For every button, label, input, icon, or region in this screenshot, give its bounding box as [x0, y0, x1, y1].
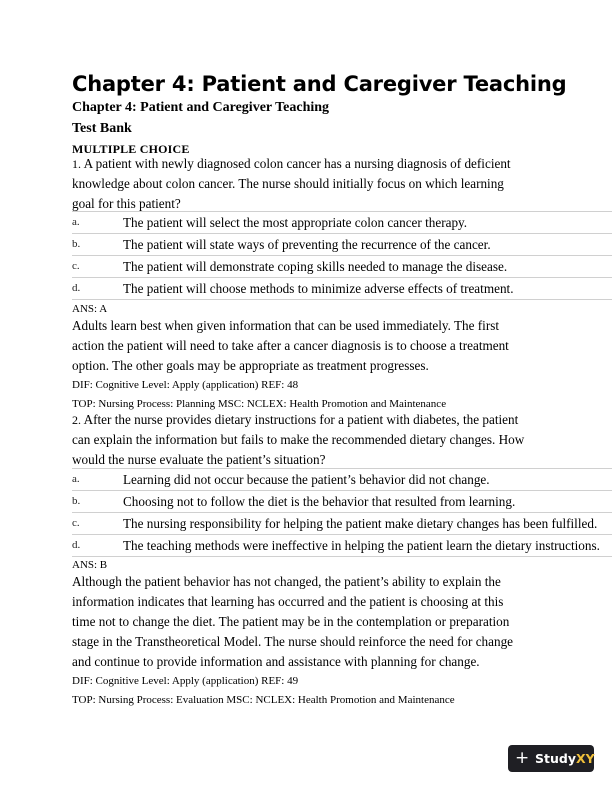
chapter-title: Chapter 4: Patient and Caregiver Teaching — [72, 72, 567, 96]
stem-line: 1. A patient with newly diagnosed colon cancer has a nursing diagnosis of deficient — [72, 156, 511, 171]
plus-icon: + — [515, 748, 530, 768]
question-1-top: TOP: Nursing Process: Planning MSC: NCLEX: Health Promotion and Maintenance — [72, 398, 447, 410]
rationale-line: Adults learn best when given information that can be used immediately. The first — [72, 318, 500, 333]
option-text: The patient will state ways of preventing the recurrence of the cancer. — [123, 237, 491, 252]
option-text: The patient will demonstrate coping skills needed to manage the disease. — [123, 259, 508, 274]
logo-wordmark: StudyXY — [535, 751, 595, 766]
answer-option-c — [72, 512, 612, 534]
answer-option-d — [72, 277, 612, 300]
option-letter: b. — [72, 238, 81, 250]
stem-line: can explain the information but fails to make the recommended dietary changes. How — [72, 432, 525, 447]
rationale-line: and continue to provide information and assistance with planning for change. — [72, 654, 480, 669]
question-2-options — [72, 468, 612, 557]
question-1-stem — [72, 154, 612, 214]
question-1-rationale — [72, 316, 612, 376]
question-2-dif: DIF: Cognitive Level: Apply (application) REF: 49 — [72, 675, 299, 687]
answer-option-d — [72, 534, 612, 557]
rationale-line: option. The other goals may be appropriate as treatment progresses. — [72, 358, 429, 373]
rationale-line: Although the patient behavior has not changed, the patient’s ability to explain the — [72, 574, 501, 589]
option-text: The teaching methods were ineffective in helping the patient learn the dietary instructions. — [123, 538, 600, 553]
stem-line: 2. After the nurse provides dietary instructions for a patient with diabetes, the patient — [72, 412, 519, 427]
answer-option-a — [72, 468, 612, 490]
option-text: The patient will choose methods to minimize adverse effects of treatment. — [123, 281, 514, 296]
option-letter: c. — [72, 260, 80, 272]
question-1-dif: DIF: Cognitive Level: Apply (application) REF: 48 — [72, 379, 299, 391]
stem-line: knowledge about colon cancer. The nurse should initially focus on which learning — [72, 176, 504, 191]
chapter-subtitle: Chapter 4: Patient and Caregiver Teaching — [72, 100, 330, 115]
question-2-rationale — [72, 572, 612, 672]
question-2-stem — [72, 410, 612, 470]
question-1-options — [72, 211, 612, 300]
section-heading: MULTIPLE CHOICE — [72, 142, 190, 156]
rationale-line: action the patient will need to take after a cancer diagnosis is to choose a treatment — [72, 338, 509, 353]
question-number: 2. — [72, 413, 81, 427]
option-letter: a. — [72, 216, 80, 228]
rationale-line: information indicates that learning has occurred and the patient is choosing at this — [72, 594, 504, 609]
option-letter: d. — [72, 282, 81, 294]
question-1-answer: ANS: A — [72, 303, 108, 315]
option-text: Learning did not occur because the patient’s behavior did not change. — [123, 472, 490, 487]
test-bank-label: Test Bank — [72, 121, 132, 136]
rationale-line: time not to change the diet. The patient may be in the contemplation or preparation — [72, 614, 510, 629]
answer-option-b — [72, 233, 612, 255]
option-letter: a. — [72, 473, 80, 485]
stem-line: goal for this patient? — [72, 196, 181, 211]
question-2-answer: ANS: B — [72, 559, 108, 571]
stem-line: would the nurse evaluate the patient’s situation? — [72, 452, 326, 467]
option-text: Choosing not to follow the diet is the behavior that resulted from learning. — [123, 494, 516, 509]
option-text: The nursing responsibility for helping the patient make dietary changes has been fulfilled. — [123, 516, 598, 531]
option-text: The patient will select the most appropriate colon cancer therapy. — [123, 215, 468, 230]
option-letter: b. — [72, 495, 81, 507]
option-letter: d. — [72, 539, 81, 551]
answer-option-b — [72, 490, 612, 512]
rationale-line: stage in the Transtheoretical Model. The nurse should reinforce the need for change — [72, 634, 514, 649]
question-number: 1. — [72, 157, 81, 171]
answer-option-c — [72, 255, 612, 277]
answer-option-a — [72, 211, 612, 233]
question-2-top: TOP: Nursing Process: Evaluation MSC: NCLEX: Health Promotion and Maintenance — [72, 694, 455, 706]
studyxy-logo — [508, 745, 594, 772]
option-letter: c. — [72, 517, 80, 529]
